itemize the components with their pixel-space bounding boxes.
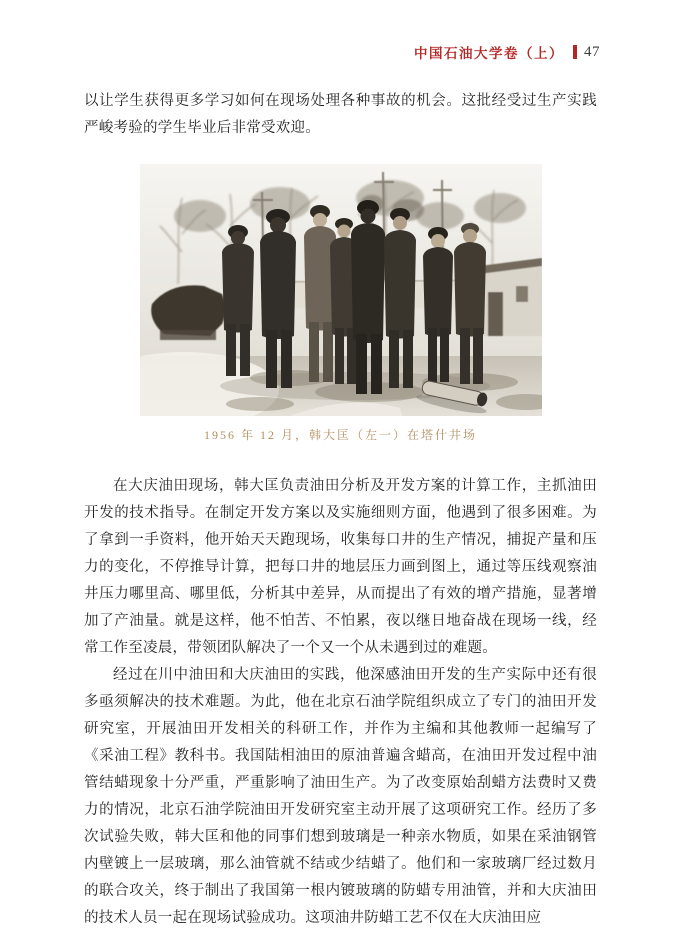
- page-body: [84, 88, 597, 932]
- figure: [140, 164, 542, 443]
- paragraph-research: 经过在川中油田和大庆油田的实践，他深感油田开发的生产实际中还有很多亟须解决的技术难题。为此，他在北京石油学院组织成立了专门的油田开发研究室，开展油田开发相关的科研工作，并作为主编和其他教师一起编写了《采油工程》教科书。我国陆相油田的原油普遍含蜡高，在油田开发过程中油管结蜡现象十分严重，严重影响了油田生产。为了改变原始刮蜡方法费时又费力的情况，北京石油学院油田开发研究室主动开展了这项研究工作。经历了多次试验失败，韩大匡和他的同事们想到玻璃是一种亲水物质，如果在采油钢管内壁镀上一层玻璃，那么油管就不结或少结蜡了。他们和一家玻璃厂经过数月的联合攻关，终于制出了我国第一根内镀玻璃的防蜡专用油管，并和大庆油田的技术人员一起在现场试验成功。这项油井防蜡工艺不仅在大庆油田应: [84, 667, 597, 926]
- book-title: 中国石油大学卷（上）: [414, 46, 564, 61]
- paragraph-daqing-field: 在大庆油田现场，韩大匡负责油田分析及开发方案的计算工作，主抓油田开发的技术指导。在制定开发方案以及实施细则方面，他遇到了很多困难。为了拿到一手资料，他开始天天跑现场，收集每口井的生产情况，捕捉产量和压力的变化，不停推导计算，把每口井的地层压力画到图上，通过等压线观察油井压力哪里高、哪里低，分析其中差异，从而提出了有效的增产措施，显著增加了产油量。就是这样，他不怕苦、不怕累，夜以继日地奋战在现场一线，经常工作至凌晨，带领团队解决了一个又一个从未遇到过的难题。: [84, 478, 597, 656]
- header-divider-bar: [573, 45, 577, 59]
- group-photo: [140, 164, 542, 416]
- page-header: [414, 42, 600, 62]
- page-number: 47: [584, 43, 600, 60]
- paragraph-continuation: 以让学生获得更多学习如何在现场处理各种事故的机会。这批经受过生产实践严峻考验的学生毕业后非常受欢迎。: [84, 93, 597, 136]
- photo-caption: 1956 年 12 月，韩大匡（左一）在塔什井场: [203, 428, 477, 442]
